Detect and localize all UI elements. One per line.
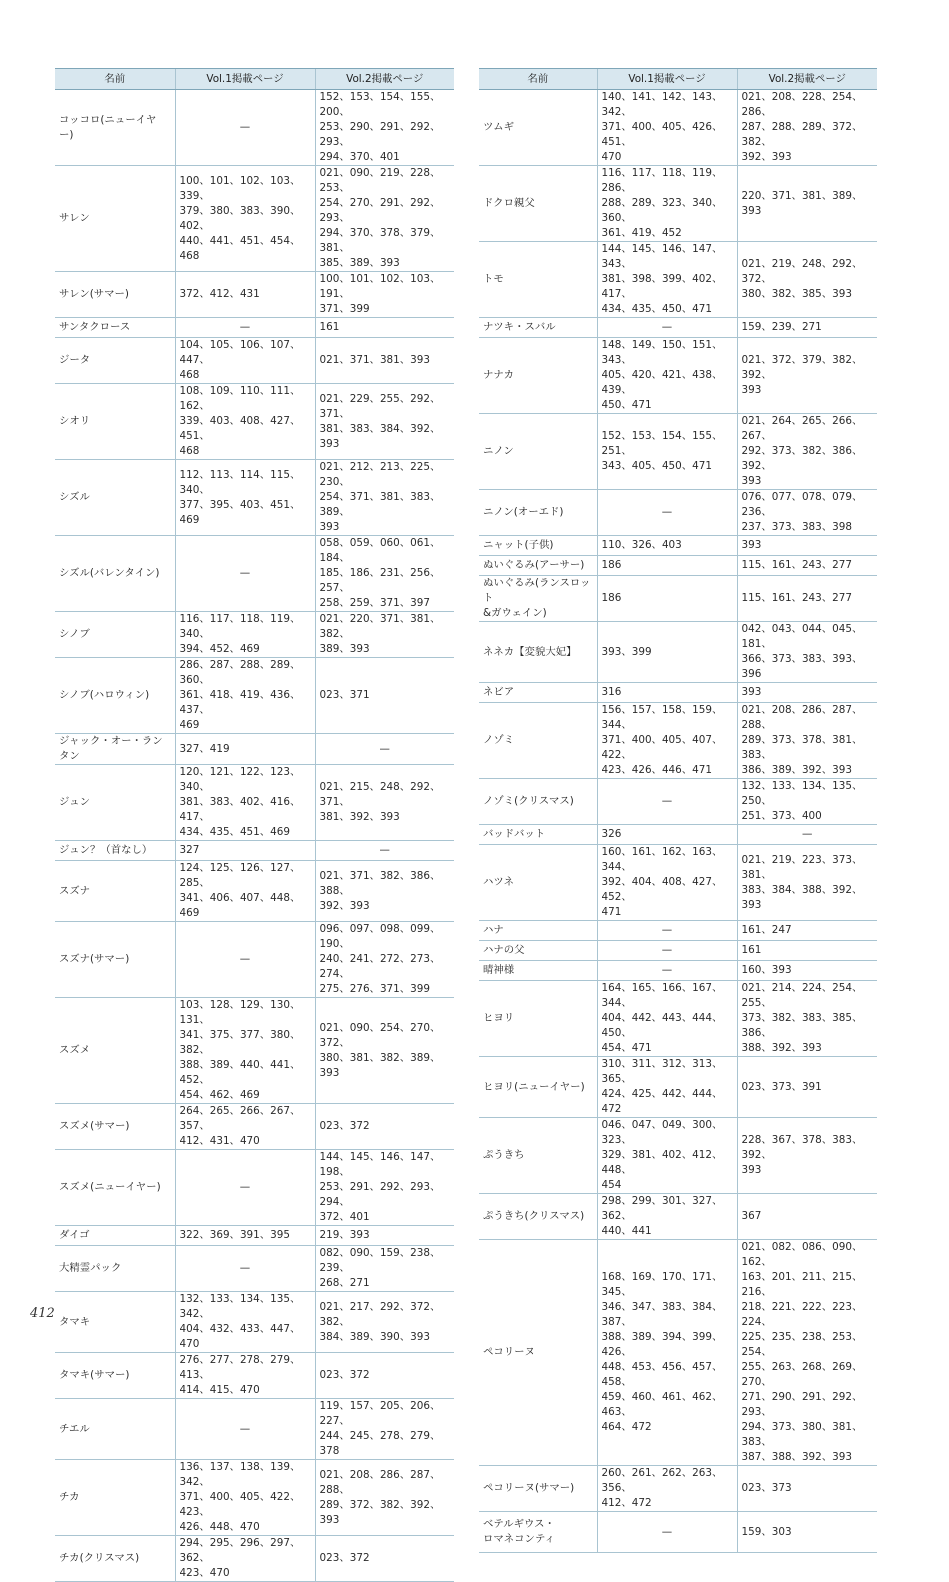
table-row [55,1292,454,1353]
vol2-cell: 021、219、248、292、372、 380、382、385、393 [737,242,877,318]
table-row [55,1150,454,1226]
vol1-cell: — [597,490,737,536]
vol1-cell: 156、157、158、159、344、 371、400、405、407、422、 423、426、446、471 [597,703,737,779]
vol1-cell: — [175,318,315,338]
vol2-cell: 058、059、060、061、184、 185、186、231、256、257、 258、259、371、397 [315,536,454,612]
vol2-cell: 152、153、154、155、200、 253、290、291、292、293、 294、370、401 [315,90,454,166]
vol2-cell: 023、373、391 [737,1057,877,1118]
vol1-cell: 310、311、312、313、365、 424、425、442、444、472 [597,1057,737,1118]
table-row [479,490,877,536]
vol2-cell: 367 [737,1194,877,1240]
table-row [479,825,877,845]
vol1-cell: 286、287、288、289、360、 361、418、419、436、437、 469 [175,658,315,734]
table-row [479,683,877,703]
vol1-cell: 393、399 [597,622,737,683]
vol1-cell: 168、169、170、171、345、 346、347、383、384、387、 388、389、394、399、426、 448、453、456、457、458、 459、460、461、462、463、 464、472 [597,1240,737,1466]
vol1-cell: 112、113、114、115、340、 377、395、403、451、469 [175,460,315,536]
name-cell: ぷうきち [479,1118,597,1194]
vol1-cell: 372、412、431 [175,272,315,318]
vol2-cell: 021、082、086、090、162、 163、201、211、215、216、 218、221、222、223、224、 225、235、238、253、254、 255、263、268、269、270、 271、290、291、292、293、 294、373、380、381、383、 387、388、392、393 [737,1240,877,1466]
table-row [479,1466,877,1512]
vol2-cell: 021、219、223、373、381、 383、384、388、392、393 [737,845,877,921]
vol2-cell: 021、220、371、381、382、 389、393 [315,612,454,658]
vol2-cell: 115、161、243、277 [737,576,877,622]
vol2-cell: 393 [737,683,877,703]
name-cell: ナツキ・スバル [479,318,597,338]
vol1-cell: 327 [175,841,315,861]
vol1-cell: 104、105、106、107、447、 468 [175,338,315,384]
vol1-cell: — [175,1150,315,1226]
vol2-cell: 119、157、205、206、227、 244、245、278、279、378 [315,1399,454,1460]
table-row [479,242,877,318]
name-cell: ヒヨリ(ニューイヤー) [479,1057,597,1118]
table-header-row [55,69,454,90]
vol1-cell: 046、047、049、300、323、 329、381、402、412、448、 454 [597,1118,737,1194]
table-row [55,536,454,612]
name-cell: シオリ [55,384,175,460]
table-row [479,318,877,338]
vol2-cell: 021、214、224、254、255、 373、382、383、385、386、 388、392、393 [737,981,877,1057]
vol2-cell: 021、208、228、254、286、 287、288、289、372、382、 392、393 [737,90,877,166]
name-cell: ダイゴ [55,1226,175,1246]
name-cell: タマキ(サマー) [55,1353,175,1399]
vol2-cell: 021、208、286、287、288、 289、372、382、392、393 [315,1460,454,1536]
name-cell: ジャック・オー・ランタン [55,734,175,765]
name-cell: ハナ [479,921,597,941]
name-cell: スズナ(サマー) [55,922,175,998]
name-cell: ジータ [55,338,175,384]
vol1-cell: 132、133、134、135、342、 404、432、433、447、470 [175,1292,315,1353]
table-row [479,414,877,490]
vol2-cell: — [315,841,454,861]
vol1-cell: — [597,921,737,941]
vol1-cell: 103、128、129、130、131、 341、375、377、380、382、 388、389、440、441、452、 454、462、469 [175,998,315,1104]
name-cell: サンタクロース [55,318,175,338]
vol1-cell: 298、299、301、327、362、 440、441 [597,1194,737,1240]
vol1-cell: 186 [597,556,737,576]
vol2-cell: 096、097、098、099、190、 240、241、272、273、274、 275、276、371、399 [315,922,454,998]
header-vol1: Vol.1掲載ページ [175,69,315,90]
table-row [55,166,454,272]
vol1-cell: 327、419 [175,734,315,765]
vol2-cell: 023、373 [737,1466,877,1512]
vol1-cell: 260、261、262、263、356、 412、472 [597,1466,737,1512]
vol1-cell: — [175,1399,315,1460]
vol1-cell: 116、117、118、119、286、 288、289、323、340、360、 361、419、452 [597,166,737,242]
vol1-cell: 148、149、150、151、343、 405、420、421、438、439、 450、471 [597,338,737,414]
vol2-cell: 144、145、146、147、198、 253、291、292、293、294、 372、401 [315,1150,454,1226]
vol2-cell: 021、217、292、372、382、 384、389、390、393 [315,1292,454,1353]
vol1-cell: 116、117、118、119、340、 394、452、469 [175,612,315,658]
name-cell: ナナカ [479,338,597,414]
name-cell: ネネカ【変貌大妃】 [479,622,597,683]
vol2-cell: 021、229、255、292、371、 381、383、384、392、393 [315,384,454,460]
name-cell: スズメ [55,998,175,1104]
name-cell: チカ(クリスマス) [55,1536,175,1582]
table-row [479,90,877,166]
name-cell: ニャット(子供) [479,536,597,556]
vol2-cell: 219、393 [315,1226,454,1246]
name-cell: ニノン [479,414,597,490]
table-row [479,1512,877,1553]
name-cell: スズメ(サマー) [55,1104,175,1150]
vol1-cell: — [175,1246,315,1292]
table-row [479,1240,877,1466]
table-row [479,961,877,981]
table-row [55,460,454,536]
index-table-left [55,68,454,1582]
name-cell: ドクロ親父 [479,166,597,242]
vol1-cell: — [175,90,315,166]
table-row [479,703,877,779]
vol2-cell: 023、372 [315,1353,454,1399]
vol2-cell: 393 [737,536,877,556]
vol2-cell: 023、372 [315,1536,454,1582]
vol2-cell: 082、090、159、238、239、 268、271 [315,1246,454,1292]
vol2-cell: 161 [737,941,877,961]
vol2-cell: 021、212、213、225、230、 254、371、381、383、389、 393 [315,460,454,536]
header-vol1: Vol.1掲載ページ [597,69,737,90]
table-row [55,841,454,861]
vol2-cell: 115、161、243、277 [737,556,877,576]
vol2-cell: 076、077、078、079、236、 237、373、383、398 [737,490,877,536]
name-cell: ハナの父 [479,941,597,961]
name-cell: ぬいぐるみ(アーサー) [479,556,597,576]
name-cell: シノブ(ハロウィン) [55,658,175,734]
vol1-cell: 264、265、266、267、357、 412、431、470 [175,1104,315,1150]
name-cell: 大精霊パック [55,1246,175,1292]
name-cell: 晴神様 [479,961,597,981]
index-table-right [479,68,877,1553]
vol1-cell: 276、277、278、279、413、 414、415、470 [175,1353,315,1399]
vol2-cell: 023、371 [315,658,454,734]
table-row [55,384,454,460]
vol2-cell: 220、371、381、389、393 [737,166,877,242]
vol1-cell: 294、295、296、297、362、 423、470 [175,1536,315,1582]
vol2-cell: 161 [315,318,454,338]
header-vol2: Vol.2掲載ページ [315,69,454,90]
vol1-cell: 316 [597,683,737,703]
vol1-cell: — [597,1512,737,1553]
name-cell: シノブ [55,612,175,658]
vol2-cell: 021、208、286、287、288、 289、373、378、381、383、 386、389、392、393 [737,703,877,779]
name-cell: チエル [55,1399,175,1460]
name-cell: ジュン [55,765,175,841]
name-cell: ニノン(オーエド) [479,490,597,536]
name-cell: タマキ [55,1292,175,1353]
table-row [479,536,877,556]
name-cell: ヒヨリ [479,981,597,1057]
vol2-cell: 021、372、379、382、392、 393 [737,338,877,414]
table-row [479,1118,877,1194]
vol2-cell: 023、372 [315,1104,454,1150]
vol1-cell: 110、326、403 [597,536,737,556]
table-row [479,576,877,622]
vol1-cell: 124、125、126、127、285、 341、406、407、448、469 [175,861,315,922]
vol2-cell: 132、133、134、135、250、 251、373、400 [737,779,877,825]
vol2-cell: 159、303 [737,1512,877,1553]
vol2-cell: 021、090、219、228、253、 254、270、291、292、293、 294、370、378、379、381、 385、389、393 [315,166,454,272]
table-row [479,556,877,576]
name-cell: サレン(サマー) [55,272,175,318]
vol1-cell: — [597,318,737,338]
name-cell: ノゾミ(クリスマス) [479,779,597,825]
vol2-cell: 100、101、102、103、191、 371、399 [315,272,454,318]
table-row [479,941,877,961]
vol2-cell: 021、264、265、266、267、 292、373、382、386、392、 393 [737,414,877,490]
name-cell: ネビア [479,683,597,703]
vol1-cell: 164、165、166、167、344、 404、442、443、444、450、 454、471 [597,981,737,1057]
table-row [55,1536,454,1582]
table-row [479,981,877,1057]
vol1-cell: 100、101、102、103、339、 379、380、383、390、402、 440、441、451、454、468 [175,166,315,272]
name-cell: コッコロ(ニューイヤー) [55,90,175,166]
table-row [479,1194,877,1240]
vol2-cell: 021、371、381、393 [315,338,454,384]
table-row [55,1353,454,1399]
name-cell: シズル [55,460,175,536]
name-cell: ペコリーヌ [479,1240,597,1466]
table-row [479,622,877,683]
vol1-cell: 322、369、391、395 [175,1226,315,1246]
name-cell: ペコリーヌ(サマー) [479,1466,597,1512]
vol1-cell: 120、121、122、123、340、 381、383、402、416、417、 434、435、451、469 [175,765,315,841]
vol2-cell: 228、367、378、383、392、 393 [737,1118,877,1194]
vol1-cell: 140、141、142、143、342、 371、400、405、426、451、 470 [597,90,737,166]
name-cell: ベテルギウス・ ロマネコンティ [479,1512,597,1553]
vol1-cell: — [175,922,315,998]
name-cell: ぷうきち(クリスマス) [479,1194,597,1240]
table-row [55,1399,454,1460]
vol2-cell: 021、371、382、386、388、 392、393 [315,861,454,922]
table-row [479,1057,877,1118]
table-row [479,921,877,941]
vol1-cell: 136、137、138、139、342、 371、400、405、422、423、 426、448、470 [175,1460,315,1536]
table-row [55,318,454,338]
vol1-cell: 108、109、110、111、162、 339、403、408、427、451、 468 [175,384,315,460]
vol2-cell: 021、090、254、270、372、 380、381、382、389、393 [315,998,454,1104]
table-row [55,658,454,734]
vol1-cell: 326 [597,825,737,845]
header-name: 名前 [479,69,597,90]
table-row [55,998,454,1104]
vol1-cell: 144、145、146、147、343、 381、398、399、402、417、 434、435、450、471 [597,242,737,318]
vol1-cell: — [597,941,737,961]
name-cell: スズナ [55,861,175,922]
table-row [55,612,454,658]
name-cell: ツムギ [479,90,597,166]
table-row [479,166,877,242]
vol1-cell: 160、161、162、163、344、 392、404、408、427、452、 471 [597,845,737,921]
vol2-cell: 042、043、044、045、181、 366、373、383、393、396 [737,622,877,683]
table-row [55,922,454,998]
page-number: 412 [30,1306,55,1321]
table-row [479,845,877,921]
vol1-cell: 186 [597,576,737,622]
table-row [55,1246,454,1292]
table-row [55,1460,454,1536]
header-vol2: Vol.2掲載ページ [737,69,877,90]
header-name: 名前 [55,69,175,90]
name-cell: トモ [479,242,597,318]
name-cell: ぬいぐるみ(ランスロット &ガウェイン) [479,576,597,622]
table-row [55,1104,454,1150]
table-row [55,765,454,841]
table-header-row [479,69,877,90]
vol1-cell: — [597,779,737,825]
table-row [55,272,454,318]
name-cell: スズメ(ニューイヤー) [55,1150,175,1226]
name-cell: シズル(バレンタイン) [55,536,175,612]
vol2-cell: 161、247 [737,921,877,941]
table-row [55,338,454,384]
name-cell: バッドバット [479,825,597,845]
table-row [55,861,454,922]
table-row [479,338,877,414]
vol1-cell: — [175,536,315,612]
vol2-cell: 159、239、271 [737,318,877,338]
table-row [55,734,454,765]
vol2-cell: 021、215、248、292、371、 381、392、393 [315,765,454,841]
vol2-cell: 160、393 [737,961,877,981]
name-cell: サレン [55,166,175,272]
vol2-cell: — [315,734,454,765]
name-cell: ジュン？（首なし） [55,841,175,861]
table-row [55,1226,454,1246]
name-cell: ハツネ [479,845,597,921]
vol2-cell: — [737,825,877,845]
table-row [55,90,454,166]
vol1-cell: 152、153、154、155、251、 343、405、450、471 [597,414,737,490]
table-row [479,779,877,825]
name-cell: チカ [55,1460,175,1536]
name-cell: ノゾミ [479,703,597,779]
vol1-cell: — [597,961,737,981]
